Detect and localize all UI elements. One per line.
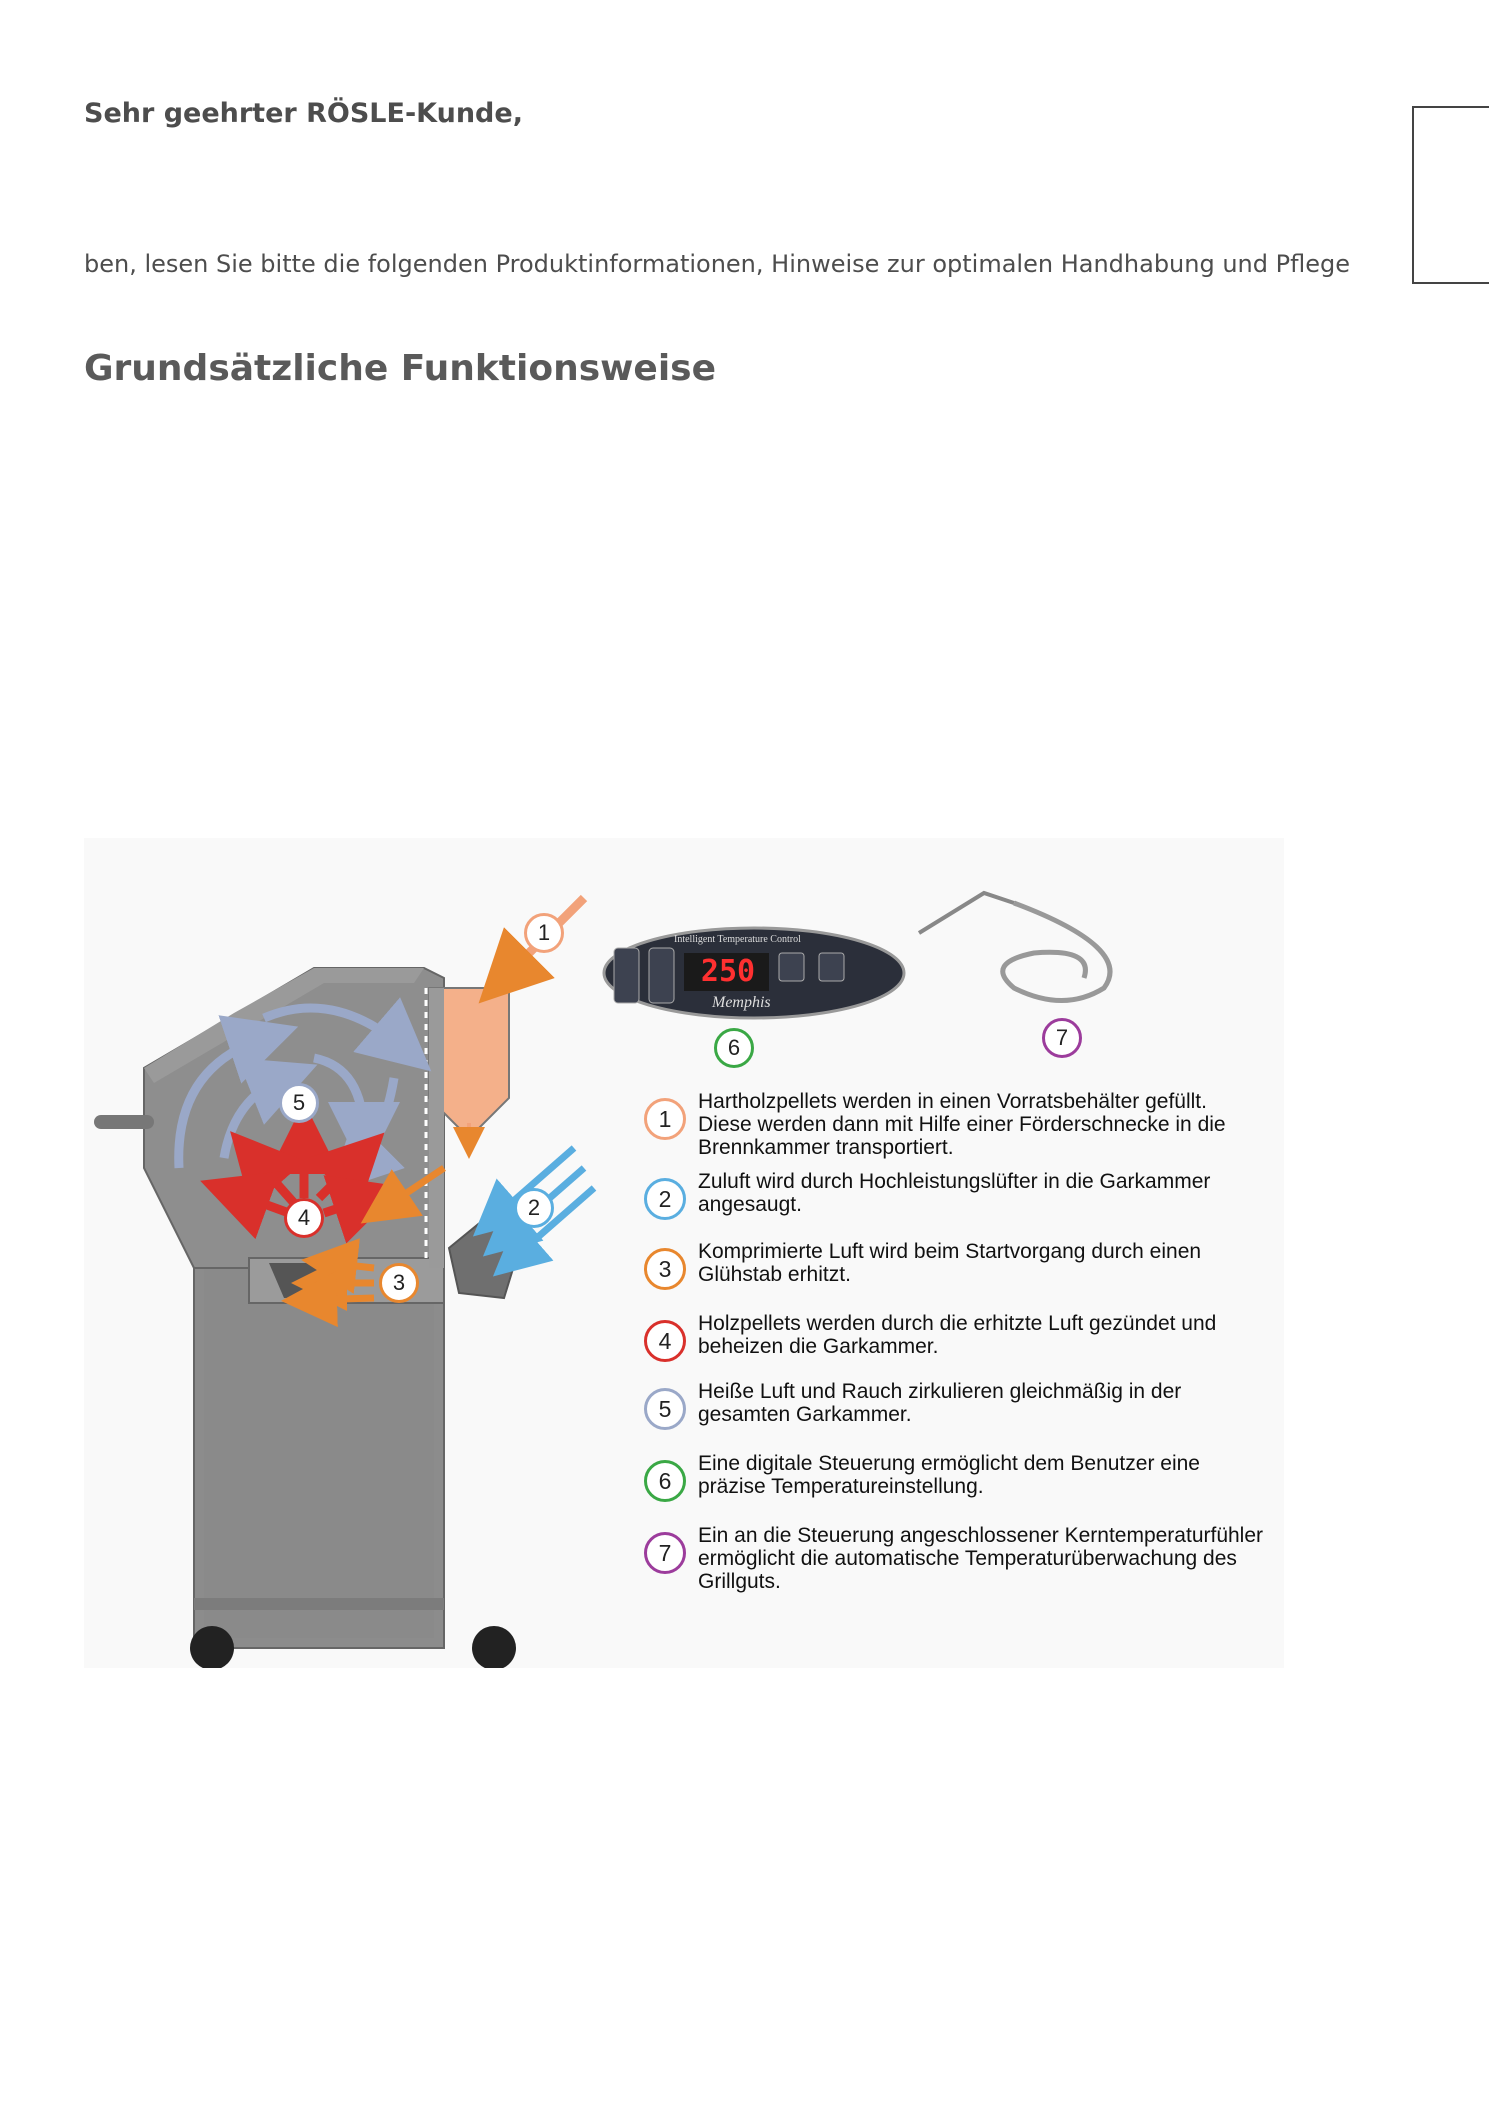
controller-brand: Memphis bbox=[712, 994, 771, 1011]
legend-text: Komprimierte Luft wird beim Startvorgang durch einen Glühstab erhitzt. bbox=[698, 1240, 1202, 1286]
intro-text: ben, lesen Sie bitte die folgenden Produktinformationen, Hinweise zur optimalen Handhabung und Pflege bbox=[84, 250, 1350, 278]
controller-display: 250 bbox=[700, 954, 756, 989]
wheel-right bbox=[472, 1626, 516, 1668]
legend-item bbox=[644, 1380, 1264, 1430]
grill-handle bbox=[94, 1115, 154, 1129]
legend-number: 7 bbox=[644, 1532, 686, 1574]
legend-number: 1 bbox=[644, 1098, 686, 1140]
legend-item bbox=[644, 1240, 1264, 1290]
wheel-left bbox=[190, 1626, 234, 1668]
function-diagram bbox=[84, 838, 1284, 1668]
legend-number: 6 bbox=[644, 1460, 686, 1502]
legend-text: Eine digitale Steuerung ermöglicht dem Benutzer eine präzise Temperatureinstellung. bbox=[698, 1452, 1200, 1498]
callout-1: 1 bbox=[524, 913, 564, 953]
callout-5: 5 bbox=[279, 1083, 319, 1123]
legend-text: Hartholzpellets werden in einen Vorratsbehälter gefüllt. Diese werden dann mit Hilfe einer Förderschnecke in die Brennkammer transportiert. bbox=[698, 1090, 1226, 1159]
legend-item bbox=[644, 1312, 1264, 1362]
callout-6: 6 bbox=[714, 1028, 754, 1068]
legend-number: 2 bbox=[644, 1178, 686, 1220]
legend-text: Holzpellets werden durch die erhitzte Luft gezündet und beheizen die Garkammer. bbox=[698, 1312, 1217, 1358]
callout-4: 4 bbox=[284, 1198, 324, 1238]
section-title: Grundsätzliche Funktionsweise bbox=[84, 348, 717, 389]
legend-item bbox=[644, 1090, 1264, 1159]
callout-3: 3 bbox=[379, 1263, 419, 1303]
controller-title: Intelligent Temperature Control bbox=[674, 934, 801, 945]
legend-item bbox=[644, 1524, 1264, 1593]
greeting: Sehr geehrter RÖSLE-Kunde, bbox=[84, 98, 523, 129]
legend-text: Ein an die Steuerung angeschlossener Kerntemperaturfühler ermöglicht die automatische Temperaturüberwachung des Grillguts. bbox=[698, 1524, 1264, 1593]
legend-text: Zuluft wird durch Hochleistungslüfter in die Garkammer angesaugt. bbox=[698, 1170, 1211, 1216]
legend-number: 3 bbox=[644, 1248, 686, 1290]
legend-text: Heiße Luft und Rauch zirkulieren gleichmäßig in der gesamten Garkammer. bbox=[698, 1380, 1182, 1426]
page-tab-marker bbox=[1412, 106, 1489, 284]
callout-2: 2 bbox=[514, 1188, 554, 1228]
callout-7: 7 bbox=[1042, 1018, 1082, 1058]
meat-probe bbox=[919, 893, 1014, 933]
legend-number: 5 bbox=[644, 1388, 686, 1430]
legend-item bbox=[644, 1452, 1264, 1502]
legend-number: 4 bbox=[644, 1320, 686, 1362]
legend-item bbox=[644, 1170, 1264, 1220]
fan-housing bbox=[449, 1203, 524, 1298]
